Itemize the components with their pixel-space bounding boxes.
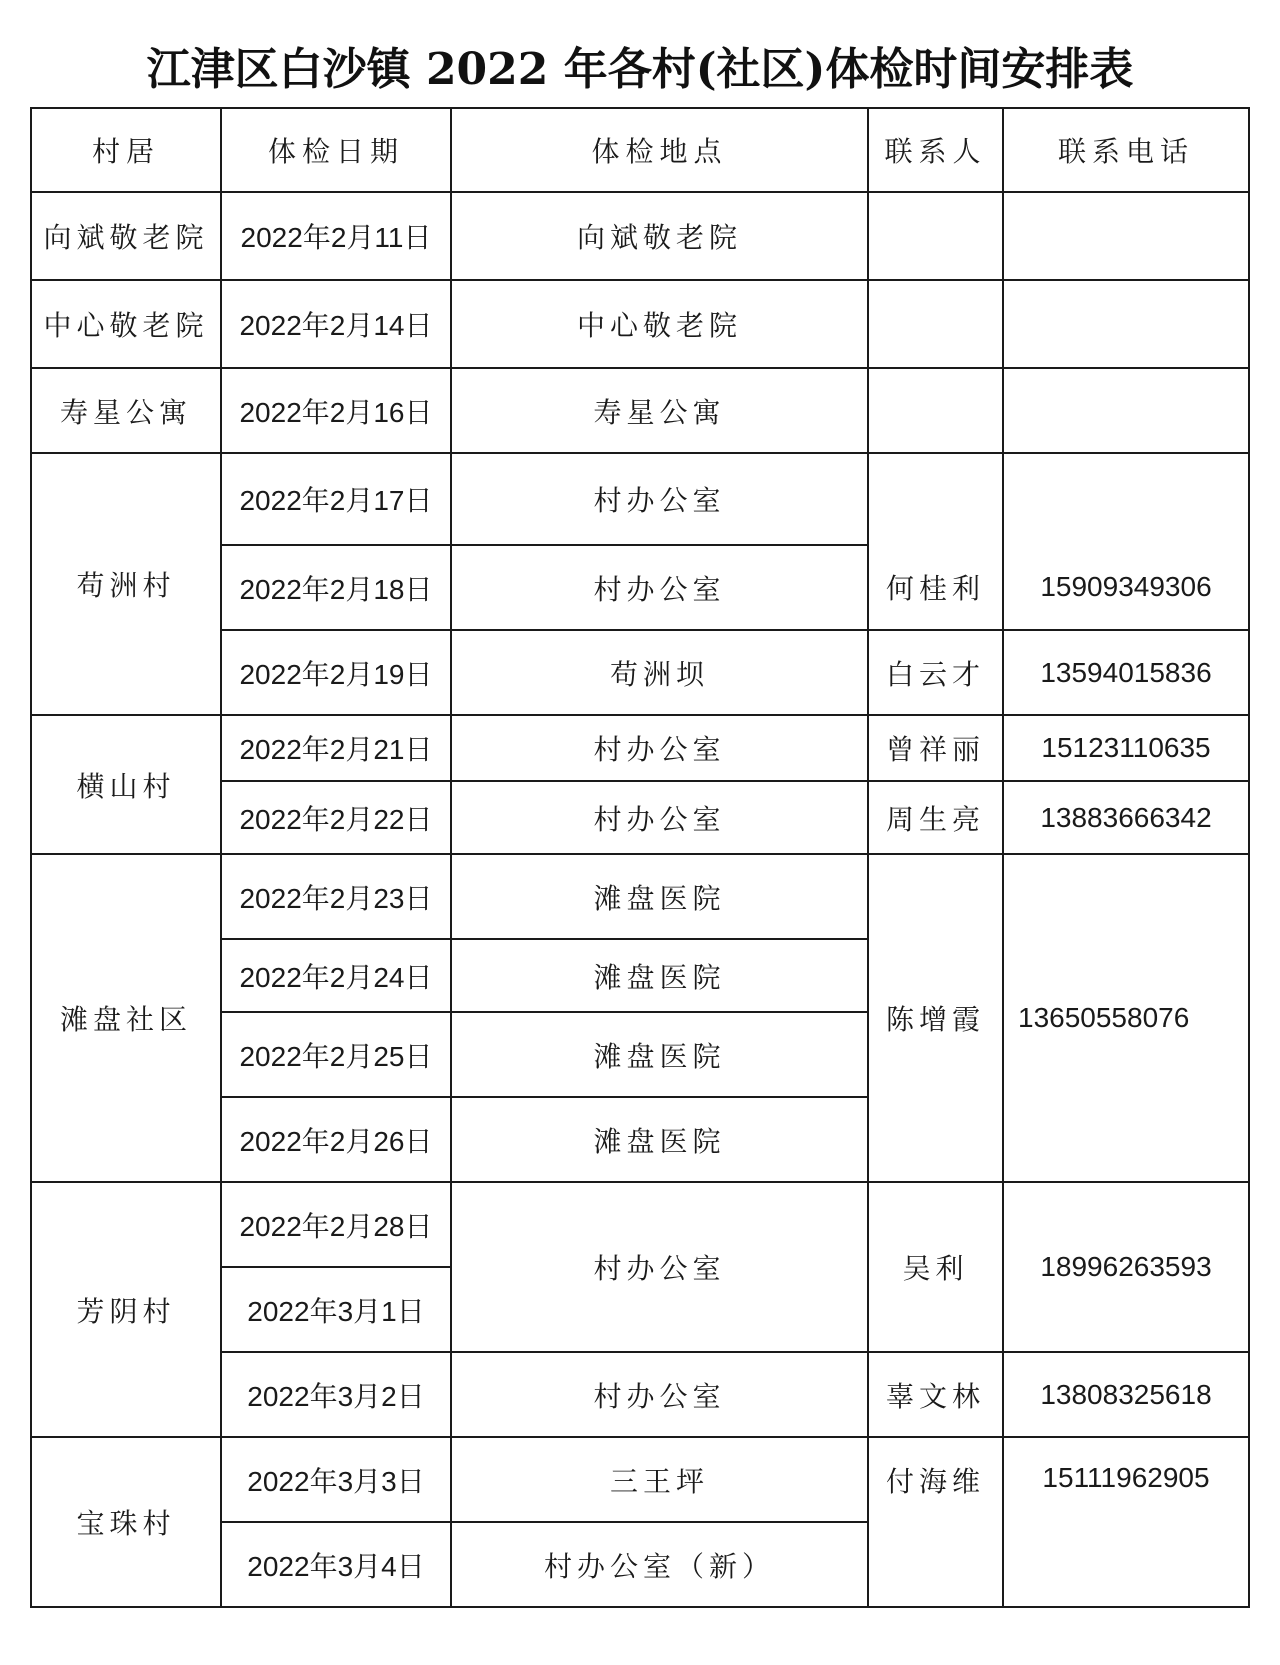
date-cell: 2022年2月23日 (221, 854, 451, 939)
header-phone: 联系电话 (1003, 108, 1249, 192)
village-cell: 向斌敬老院 (31, 192, 221, 280)
location-cell: 滩盘医院 (451, 1097, 868, 1182)
village-cell: 中心敬老院 (31, 280, 221, 368)
location-cell: 村办公室 (451, 1352, 868, 1437)
contact-cell (868, 280, 1003, 368)
phone-cell (1003, 280, 1249, 368)
date-cell: 2022年3月4日 (221, 1522, 451, 1607)
date-cell: 2022年3月3日 (221, 1437, 451, 1522)
phone-cell: 13883666342 (1003, 781, 1249, 854)
table-row (31, 280, 1249, 368)
location-cell: 中心敬老院 (451, 280, 868, 368)
table-row (31, 1182, 1249, 1267)
table-row (31, 854, 1249, 939)
date-cell: 2022年2月11日 (221, 192, 451, 280)
village-cell: 滩盘社区 (31, 854, 221, 1182)
village-cell: 芳阴村 (31, 1182, 221, 1437)
village-cell: 宝珠村 (31, 1437, 221, 1607)
contact-cell: 辜文林 (868, 1352, 1003, 1437)
date-cell: 2022年2月25日 (221, 1012, 451, 1097)
contact-cell: 曾祥丽 (868, 715, 1003, 781)
date-cell: 2022年3月2日 (221, 1352, 451, 1437)
location-cell: 寿星公寓 (451, 368, 868, 453)
table-row (31, 453, 1249, 545)
header-village: 村居 (31, 108, 221, 192)
contact-cell: 陈增霞 (868, 854, 1003, 1182)
location-cell: 村办公室（新） (451, 1522, 868, 1607)
contact-cell: 白云才 (868, 630, 1003, 715)
location-cell: 滩盘医院 (451, 1012, 868, 1097)
schedule-table (30, 107, 1250, 1608)
village-cell: 苟洲村 (31, 453, 221, 715)
date-cell: 2022年2月21日 (221, 715, 451, 781)
phone-cell (1003, 192, 1249, 280)
table-row (31, 368, 1249, 453)
table-row (31, 715, 1249, 781)
location-cell: 滩盘医院 (451, 854, 868, 939)
date-cell: 2022年2月14日 (221, 280, 451, 368)
location-cell: 村办公室 (451, 781, 868, 854)
location-cell: 三王坪 (451, 1437, 868, 1522)
date-cell: 2022年2月19日 (221, 630, 451, 715)
phone-cell: 15123110635 (1003, 715, 1249, 781)
phone-cell (1003, 368, 1249, 453)
location-cell: 滩盘医院 (451, 939, 868, 1012)
header-date: 体检日期 (221, 108, 451, 192)
date-cell: 2022年2月26日 (221, 1097, 451, 1182)
contact-cell: 何桂利 (868, 453, 1003, 630)
location-cell: 向斌敬老院 (451, 192, 868, 280)
location-cell: 村办公室 (451, 1182, 868, 1352)
phone-cell: 18996263593 (1003, 1182, 1249, 1352)
contact-cell: 付海维 (868, 1437, 1003, 1607)
date-cell: 2022年2月24日 (221, 939, 451, 1012)
phone-cell: 13808325618 (1003, 1352, 1249, 1437)
contact-cell (868, 192, 1003, 280)
phone-cell: 13594015836 (1003, 630, 1249, 715)
header-row (31, 108, 1249, 192)
page-title: 江津区白沙镇 2022 年各村(社区)体检时间安排表 (146, 44, 1134, 95)
village-cell: 横山村 (31, 715, 221, 854)
date-cell: 2022年2月22日 (221, 781, 451, 854)
header-contact: 联系人 (868, 108, 1003, 192)
header-location: 体检地点 (451, 108, 868, 192)
village-cell: 寿星公寓 (31, 368, 221, 453)
table-row (31, 1437, 1249, 1522)
contact-cell (868, 368, 1003, 453)
location-cell: 村办公室 (451, 715, 868, 781)
contact-cell: 周生亮 (868, 781, 1003, 854)
date-cell: 2022年3月1日 (221, 1267, 451, 1352)
date-cell: 2022年2月28日 (221, 1182, 451, 1267)
contact-cell: 吴利 (868, 1182, 1003, 1352)
location-cell: 苟洲坝 (451, 630, 868, 715)
location-cell: 村办公室 (451, 545, 868, 630)
phone-cell: 15909349306 (1003, 453, 1249, 630)
table-row (31, 192, 1249, 280)
location-cell: 村办公室 (451, 453, 868, 545)
phone-cell: 15111962905 (1003, 1437, 1249, 1607)
date-cell: 2022年2月17日 (221, 453, 451, 545)
date-cell: 2022年2月18日 (221, 545, 451, 630)
date-cell: 2022年2月16日 (221, 368, 451, 453)
phone-cell: 13650558076 (1003, 854, 1249, 1182)
